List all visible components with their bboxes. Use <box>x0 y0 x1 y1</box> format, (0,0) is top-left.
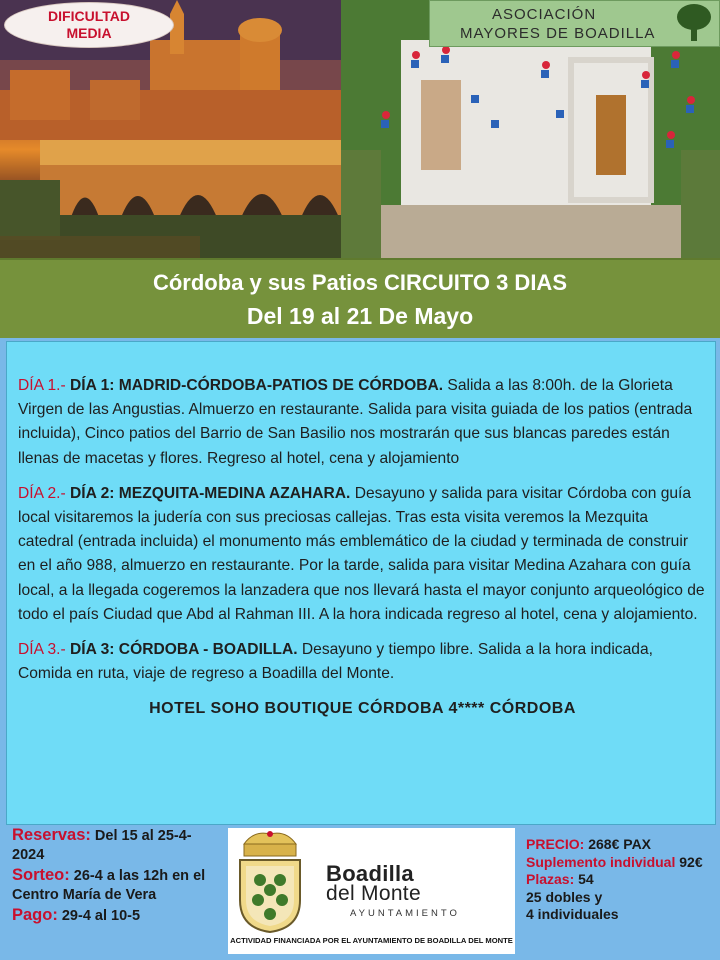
day-3-text: Desayuno y tiempo libre. Salida a la hora indicada, Comida en ruta, viaje de regreso a Boadilla del Monte. <box>18 641 653 683</box>
sorteo-row <box>12 866 221 905</box>
difficulty-badge <box>4 2 174 48</box>
trip-dates: Del 19 al 21 De Mayo <box>246 303 474 329</box>
reservas-row <box>12 826 221 865</box>
title-band <box>0 258 720 338</box>
day-2-title: DÍA 2: MEZQUITA-MEDINA AZAHARA. <box>65 484 351 502</box>
municipality-subtitle: AYUNTAMIENTO <box>350 908 460 919</box>
association-line-2: MAYORES DE BOADILLA <box>460 24 656 42</box>
reservas-label: Reservas: <box>12 826 91 844</box>
reservas-text: Del 15 al 25-4-2024 <box>12 828 192 863</box>
municipality-name-line-2: del Monte <box>326 882 421 905</box>
day-1-text: Salida a las 8:00h. de la Glorieta Virgen de las Angustias. Almuerzo en restaurante. Salida para visita guiada de los patios (entrada incluida), Cinco patios del Barrio de San Basilio nos mostrarán que sus blancas paredes están llenas de macetas y flores. Regreso al hotel, cena y alojamiento <box>18 377 693 467</box>
seats-detail-1: 25 dobles y <box>526 888 603 905</box>
seats-row <box>526 871 712 889</box>
pago-text: 29-4 al 10-5 <box>57 908 141 924</box>
association-banner <box>429 0 720 47</box>
day-2-label: DÍA 2.- <box>18 484 66 502</box>
day-3-label: DÍA 3.- <box>18 641 66 659</box>
seats-label: Plazas: <box>526 871 575 887</box>
tree-icon <box>675 3 713 43</box>
municipal-logo-box <box>228 828 515 954</box>
municipality-name-line-1: Boadilla <box>326 861 414 886</box>
itinerary-day-2 <box>18 482 707 627</box>
trip-title: Córdoba y sus Patios CIRCUITO 3 DIAS <box>152 270 567 295</box>
pricing-box <box>518 828 716 954</box>
sorteo-text: 26-4 a las 12h en el Centro María de Vera <box>12 868 206 903</box>
association-line-1: ASOCIACIÓN <box>492 5 597 23</box>
supplement-label: Suplemento individual <box>526 853 676 870</box>
difficulty-label: DIFICULTAD <box>48 8 130 24</box>
day-1-label: DÍA 1.- <box>18 377 66 394</box>
pago-label: Pago: <box>12 906 58 924</box>
pago-row <box>12 906 221 926</box>
day-1-title: DÍA 1: MADRID-CÓRDOBA-PATIOS DE CÓRDOBA. <box>65 377 444 394</box>
price-label: PRECIO: <box>526 836 585 852</box>
municipality-name <box>326 861 421 905</box>
reservations-box <box>6 826 225 954</box>
day-2-text: Desayuno y salida para visitar Córdoba con guía local visitaremos la judería con sus preciosas callejas. Tras esta visita veremos la Mezquita catedral (entrada incluida) el monumento más emblemático de la ciudad y terminada de construir en el año 988, almuerzo en restaurante. Por la tarde, salida para visitar Medina Azahara con guía local, a la llegada cogeremos la lanzadera que nos llevará hasta el mayor conjunto arqueológico de todo el país Ciudad que Abd al Rahman III. A la hora indicada regreso al hotel, cena y alojamiento. <box>18 484 705 623</box>
itinerary-day-1 <box>18 374 707 471</box>
supplement-value: 92€ <box>675 853 703 870</box>
price-value: 268€ PAX <box>584 836 652 852</box>
difficulty-level: MEDIA <box>66 25 112 41</box>
hotel-name: HOTEL SOHO BOUTIQUE CÓRDOBA 4**** CÓRDOBA <box>149 700 576 718</box>
sorteo-label: Sorteo: <box>12 866 70 884</box>
itinerary-day-3 <box>18 638 707 686</box>
day-3-title: DÍA 3: CÓRDOBA - BOADILLA. <box>65 641 298 659</box>
price-row <box>526 836 712 854</box>
supplement-row <box>526 854 712 872</box>
seats-value: 54 <box>574 871 594 887</box>
itinerary-box <box>6 341 716 825</box>
coat-of-arms-icon <box>234 830 306 934</box>
seats-detail-2: 4 individuales <box>526 906 619 922</box>
funding-caption: ACTIVIDAD FINANCIADA POR EL AYUNTAMIENTO DE BOADILLA DEL MONTE <box>230 936 513 945</box>
